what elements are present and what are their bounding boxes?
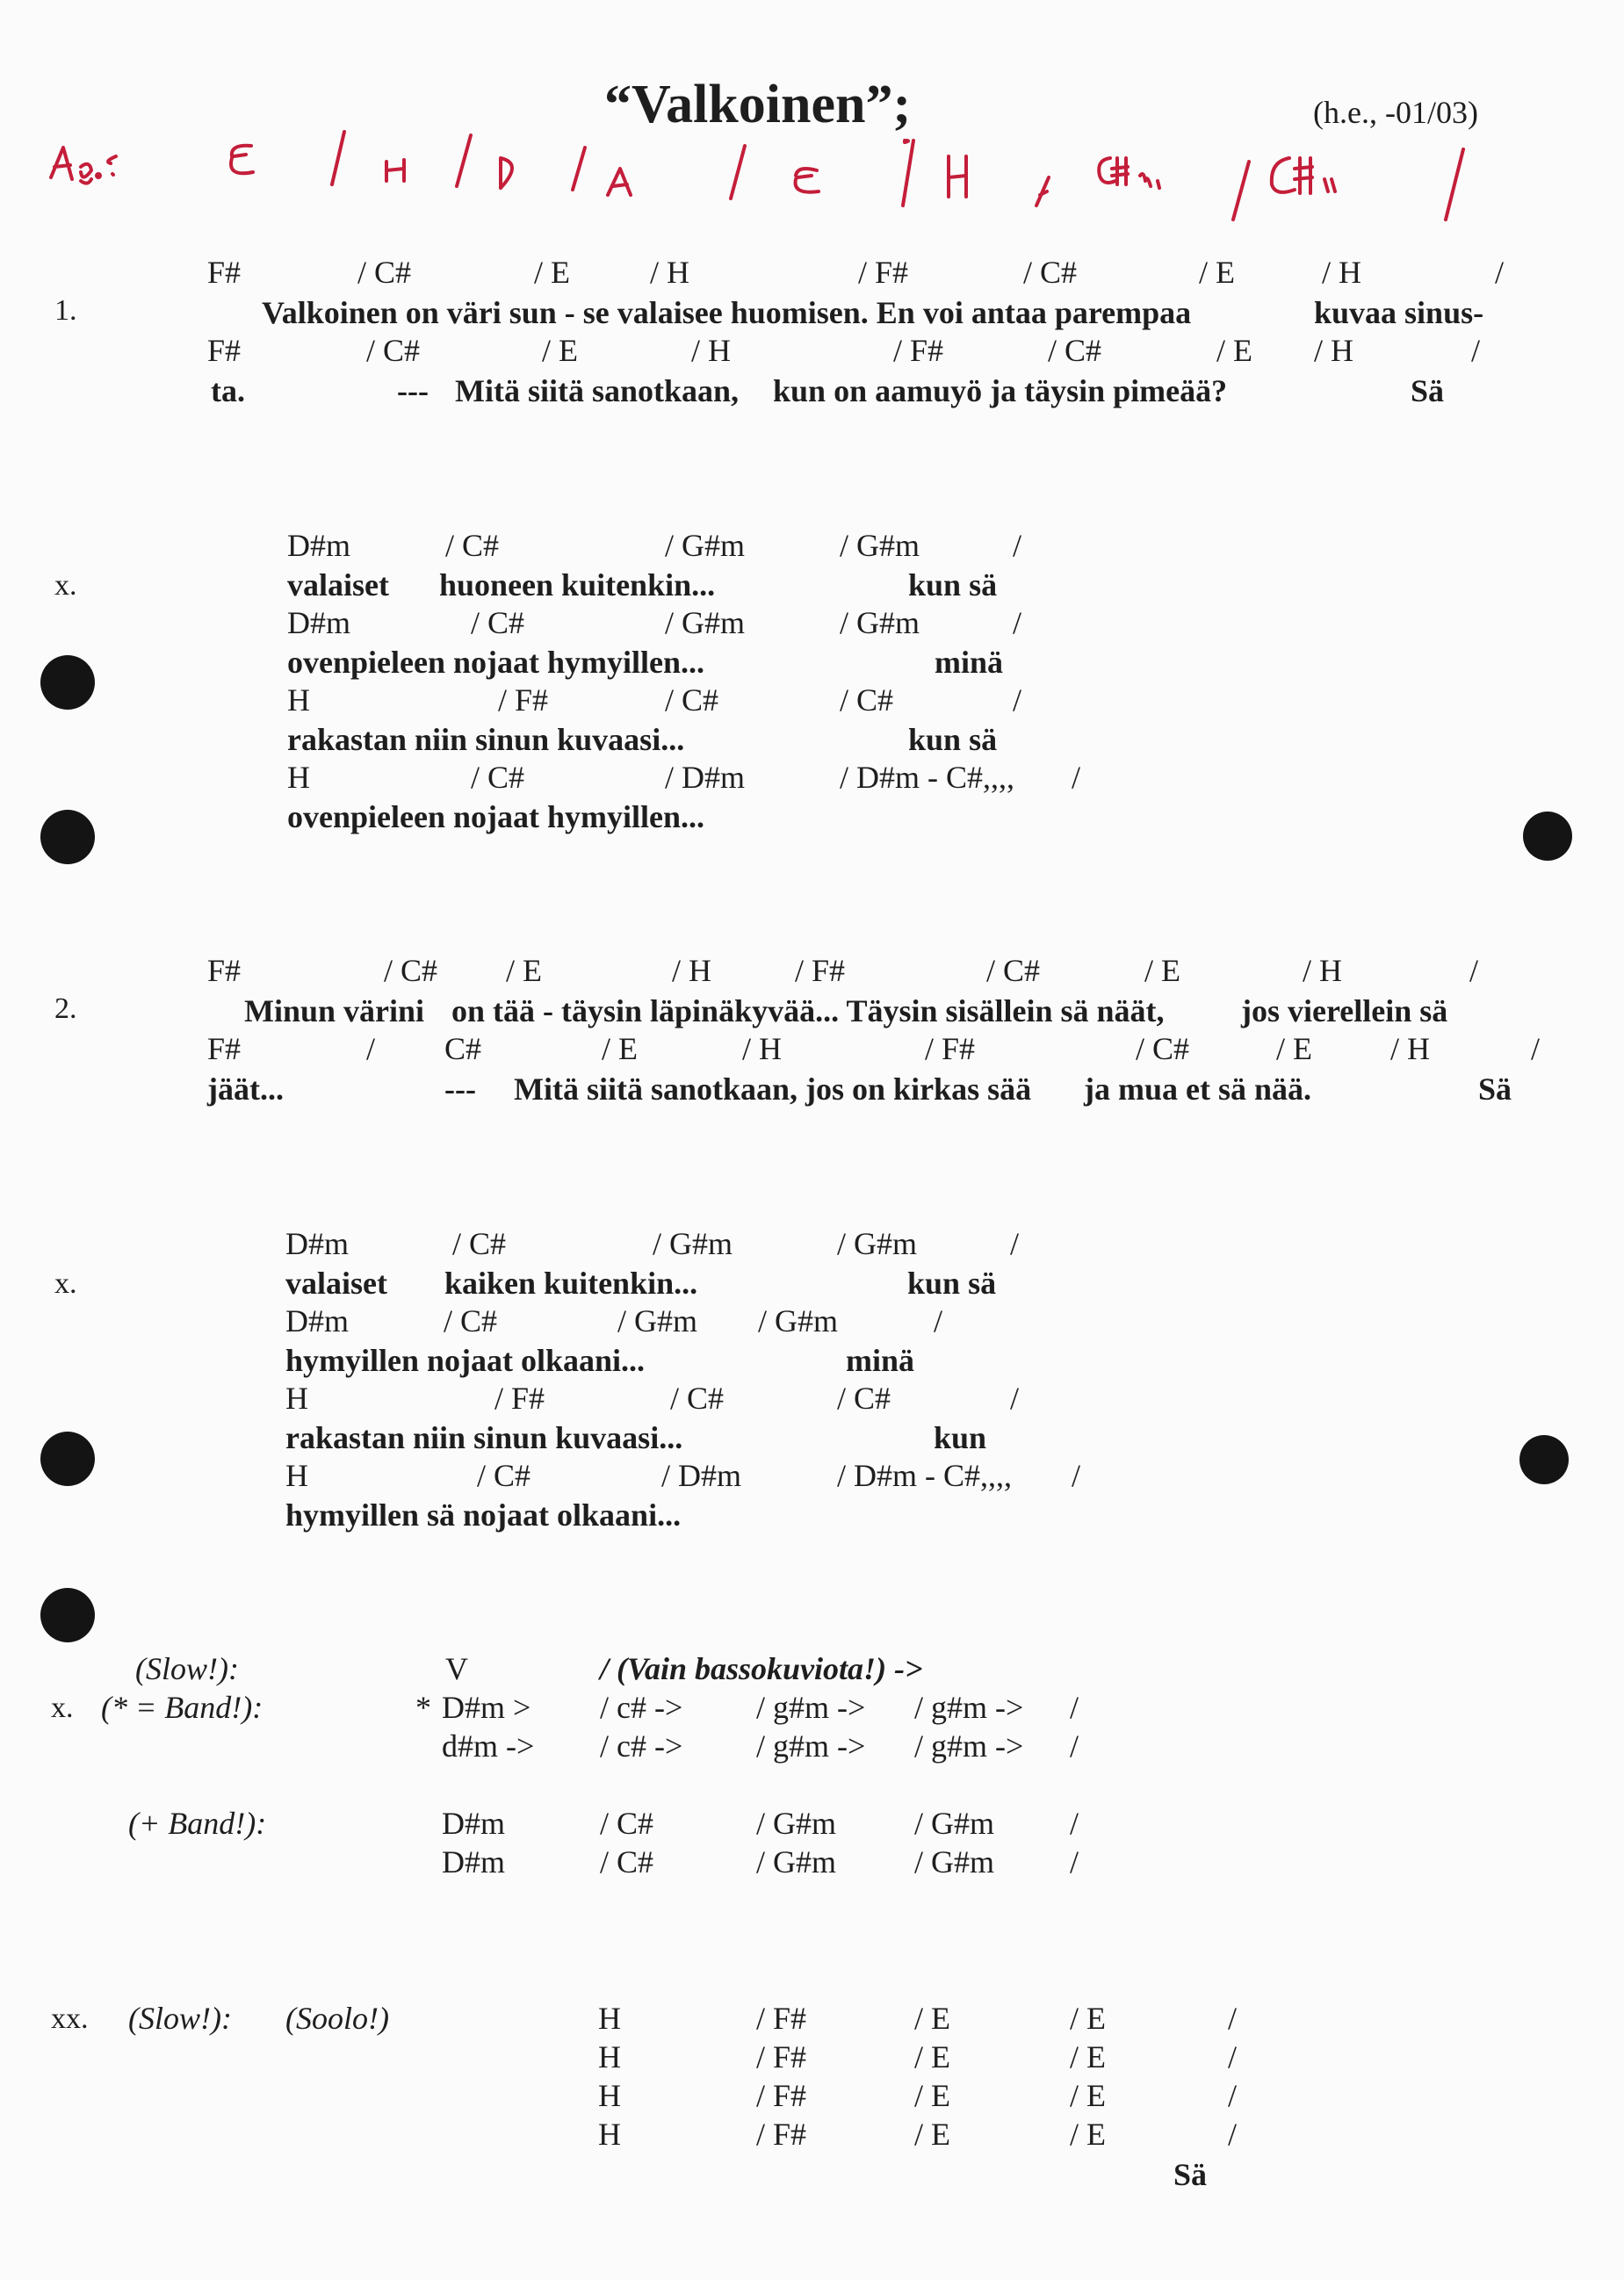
lyric-line: kun on aamuyö ja täysin pimeää? — [773, 373, 1228, 408]
chord: / G#m — [840, 605, 920, 640]
chord: / E — [1199, 255, 1235, 290]
chord: / C# — [471, 605, 525, 640]
lyric-line: on tää - täysin läpinäkyvää... Täysin sisällein sä näät, — [451, 993, 1165, 1028]
chord: H — [285, 1458, 308, 1493]
chord: / F# — [893, 333, 944, 368]
chord: / G#m — [758, 1303, 839, 1338]
lyric-line: Mitä siitä sanotkaan, jos on kirkas sää — [514, 1071, 1032, 1107]
chord: / — [1070, 1806, 1079, 1841]
chord: / G#m — [840, 528, 920, 563]
chord: / C# — [1048, 333, 1102, 368]
chord: H — [285, 1381, 308, 1416]
chord: / — [1010, 1226, 1020, 1261]
chord: / C# — [986, 953, 1041, 988]
chord: / E — [1144, 953, 1180, 988]
chord: / — [1228, 2117, 1238, 2152]
chord: / E — [542, 333, 578, 368]
lyric-line: minä — [846, 1343, 915, 1378]
chord: / c# -> — [600, 1690, 683, 1725]
chord: / E — [1276, 1031, 1312, 1066]
chord: / — [1013, 682, 1022, 718]
chord: / D#m - C#,,,, — [837, 1458, 1013, 1493]
chord: / H — [1314, 333, 1353, 368]
chord: / — [1471, 333, 1481, 368]
lyric-line: hymyillen sä nojaat olkaani... — [285, 1497, 682, 1533]
chord: / — [934, 1303, 943, 1338]
chord: / C# — [1023, 255, 1078, 290]
handwritten-chord-annotation — [0, 123, 1624, 263]
chord: / F# — [795, 953, 846, 988]
lyric-line: kaiken kuitenkin... — [444, 1266, 698, 1301]
chord: / C# — [357, 255, 412, 290]
lyric-line: kuvaa sinus- — [1314, 295, 1484, 330]
chord: / C# — [840, 682, 894, 718]
lyric-line: Sä — [1173, 2157, 1208, 2192]
chord: / H — [1303, 953, 1342, 988]
chord: / g#m -> — [756, 1728, 866, 1764]
chord: / G#m — [914, 1806, 995, 1841]
plus-band-label: (+ Band!): — [128, 1806, 267, 1841]
chord: / — [366, 1031, 376, 1066]
chord: / F# — [858, 255, 909, 290]
chord: / c# -> — [600, 1728, 683, 1764]
lyric-line: ta. — [211, 373, 245, 408]
chord: D#m — [287, 528, 350, 563]
chord: / H — [742, 1031, 782, 1066]
chord: / C# — [471, 760, 525, 795]
chord: D#m — [287, 605, 350, 640]
chord: d#m -> — [442, 1728, 535, 1764]
chord: / H — [691, 333, 731, 368]
chord: H — [287, 682, 310, 718]
chord: / E — [914, 2117, 950, 2152]
slow-label: (Slow!): — [135, 1651, 239, 1686]
lyric-line: rakastan niin sinun kuvaasi... — [287, 722, 685, 757]
chord: H — [598, 2001, 621, 2036]
chord: / F# — [756, 2039, 807, 2074]
chord: / F# — [756, 2117, 807, 2152]
chord: D#m — [285, 1303, 349, 1338]
chord: / — [1070, 1690, 1079, 1725]
chord: / E — [1070, 2001, 1106, 2036]
chord: / H — [650, 255, 689, 290]
chord: F# — [207, 333, 242, 368]
lyric-line: kun sä — [908, 722, 998, 757]
lyric-line: Minun värini — [244, 993, 425, 1028]
chorus-marker: x. — [54, 569, 77, 602]
chord: / E — [1070, 2117, 1106, 2152]
chord: / E — [534, 255, 570, 290]
chord: / C# — [452, 1226, 507, 1261]
slow-label: (Slow!): — [128, 2001, 232, 2036]
chord: / F# — [498, 682, 549, 718]
chord: / E — [914, 2078, 950, 2113]
chord: / H — [1390, 1031, 1430, 1066]
chord: / D#m — [665, 760, 746, 795]
chord: / C# — [477, 1458, 531, 1493]
lyric-line: minä — [935, 645, 1004, 680]
punch-hole — [40, 810, 95, 864]
chord: H — [598, 2039, 621, 2074]
chord: / E — [914, 2039, 950, 2074]
chord: F# — [207, 953, 242, 988]
chord: / C# — [665, 682, 719, 718]
chord: / — [1070, 1844, 1079, 1880]
chord: / E — [506, 953, 542, 988]
chord: / — [1070, 1728, 1079, 1764]
bass-note: / (Vain bassokuviota!) -> — [600, 1651, 923, 1686]
chord: / g#m -> — [914, 1728, 1024, 1764]
lyric-line: ovenpieleen nojaat hymyillen... — [287, 645, 704, 680]
chord: / H — [672, 953, 711, 988]
chord: / — [1228, 2039, 1238, 2074]
punch-hole — [1519, 1435, 1569, 1484]
chord: / g#m -> — [756, 1690, 866, 1725]
chord: F# — [207, 255, 242, 290]
punch-hole — [40, 1432, 95, 1486]
chord: / C# — [600, 1844, 654, 1880]
star-mark: * — [415, 1690, 431, 1725]
chorus-marker: x. — [54, 1267, 77, 1300]
chord: / C# — [837, 1381, 891, 1416]
chord: H — [287, 760, 310, 795]
lyric-line: rakastan niin sinun kuvaasi... — [285, 1420, 683, 1455]
chord: / G#m — [665, 528, 746, 563]
band-note: (* = Band!): — [101, 1690, 263, 1725]
chord: / — [1072, 1458, 1081, 1493]
lyric-line: valaiset — [285, 1266, 387, 1301]
chord: / — [1013, 528, 1022, 563]
song-title: “Valkoinen”; — [604, 75, 912, 134]
chord: / C# — [444, 1303, 498, 1338]
chord: / C# — [366, 333, 421, 368]
chord: / G#m — [756, 1806, 837, 1841]
chord: D#m > — [442, 1690, 531, 1725]
chord: / — [1531, 1031, 1541, 1066]
lyric-line: hymyillen nojaat olkaani... — [285, 1343, 646, 1378]
chord: D#m — [442, 1806, 505, 1841]
chord: / F# — [494, 1381, 545, 1416]
chord: / G#m — [756, 1844, 837, 1880]
chord: / E — [1070, 2078, 1106, 2113]
chord: / D#m — [661, 1458, 742, 1493]
bridge-marker: x. — [51, 1692, 74, 1724]
chord: F# — [207, 1031, 242, 1066]
lyric-line: --- — [444, 1071, 476, 1107]
chord: D#m — [442, 1844, 505, 1880]
chord: / E — [914, 2001, 950, 2036]
lyric-line: jos vierellein sä — [1241, 993, 1448, 1028]
lyric-line: Sä — [1411, 373, 1445, 408]
punch-hole — [40, 655, 95, 710]
lyric-line: Sä — [1478, 1071, 1512, 1107]
chord: H — [598, 2117, 621, 2152]
lyric-line: Mitä siitä sanotkaan, — [455, 373, 740, 408]
chord: / C# — [600, 1806, 654, 1841]
chord: / C# — [445, 528, 500, 563]
chord: / D#m - C#,,,, — [840, 760, 1015, 795]
verse-number: 1. — [54, 294, 77, 327]
lyric-line: kun sä — [907, 1266, 997, 1301]
chord: C# — [444, 1031, 482, 1066]
lyric-line: Valkoinen on väri sun - se valaisee huomisen. En voi antaa parempaa — [262, 295, 1192, 330]
solo-marker: xx. — [51, 2002, 89, 2035]
chord: / — [1228, 2078, 1238, 2113]
section-marker-v: V — [445, 1651, 468, 1686]
chord: / G#m — [665, 605, 746, 640]
chord: / F# — [756, 2001, 807, 2036]
chord: H — [598, 2078, 621, 2113]
chord: / E — [1216, 333, 1252, 368]
punch-hole — [40, 1588, 95, 1642]
chord: / — [1072, 760, 1081, 795]
chord: / G#m — [914, 1844, 995, 1880]
author-date: (h.e., -01/03) — [1313, 95, 1478, 130]
punch-hole — [1523, 812, 1572, 861]
chord: / E — [602, 1031, 638, 1066]
lyric-line: valaiset — [287, 567, 389, 602]
chord: / G#m — [617, 1303, 698, 1338]
chord: / — [1228, 2001, 1238, 2036]
chord: / F# — [925, 1031, 976, 1066]
chord: / G#m — [837, 1226, 918, 1261]
chord: / — [1495, 255, 1505, 290]
chord: / C# — [384, 953, 438, 988]
lyric-line: huoneen kuitenkin... — [439, 567, 716, 602]
lyric-line: --- — [397, 373, 429, 408]
lyric-line: ovenpieleen nojaat hymyillen... — [287, 799, 704, 834]
chord: / G#m — [653, 1226, 733, 1261]
lyric-line: ja mua et sä nää. — [1084, 1071, 1311, 1107]
chord: / — [1469, 953, 1479, 988]
lyric-line: kun sä — [908, 567, 998, 602]
chord: / H — [1322, 255, 1361, 290]
chord: D#m — [285, 1226, 349, 1261]
chord: / C# — [670, 1381, 725, 1416]
chord: / C# — [1136, 1031, 1190, 1066]
chord: / — [1010, 1381, 1020, 1416]
chord: / E — [1070, 2039, 1106, 2074]
lyric-line: kun — [934, 1420, 987, 1455]
chord: / g#m -> — [914, 1690, 1024, 1725]
chord: / F# — [756, 2078, 807, 2113]
lyric-line: jäät... — [207, 1071, 284, 1107]
solo-label: (Soolo!) — [285, 2001, 389, 2036]
chord: / — [1013, 605, 1022, 640]
verse-number: 2. — [54, 992, 77, 1025]
